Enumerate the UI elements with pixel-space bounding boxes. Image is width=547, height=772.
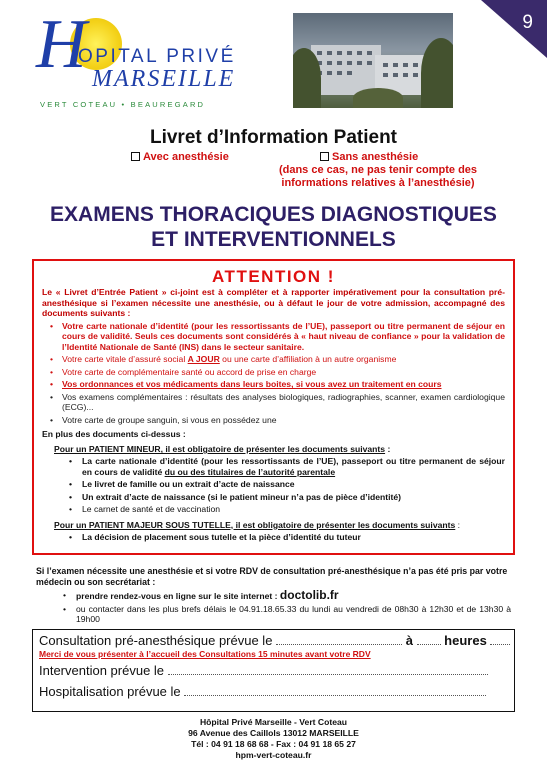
footer-name: Hôpital Privé Marseille - Vert Coteau	[199, 717, 348, 727]
main-title-line2: ET INTERVENTIONNELS	[151, 228, 396, 251]
page-title: Livret d’Information Patient	[149, 127, 398, 148]
list-item: • Le carnet de santé et de vaccination	[42, 504, 505, 515]
required-documents-list	[42, 321, 505, 426]
list-item: • Votre carte nationale d’identité (pour les ressortissants de l’UE), passeport ou titre permanent de séjour en cours de validité. Seuls ces documents sont considérés à « haut niveau de confiance » pour la validation de l’Identité Nationale de Santé (INS) dans le secteur sanitaire.	[42, 321, 505, 353]
additional-documents-heading: En plus des documents ci-dessus :	[42, 429, 186, 439]
checkbox-with-anesthesia[interactable]	[131, 152, 140, 161]
hospital-building-photo	[293, 13, 453, 108]
attention-title: ATTENTION !	[212, 267, 335, 286]
without-anesthesia-note: (dans ce cas, ne pas tenir compte des informations relatives à l’anesthésie)	[278, 164, 478, 189]
hospitalisation-date-field[interactable]	[184, 685, 486, 696]
list-item: • ou contacter dans les plus brefs délais le 04.91.18.65.33 du lundi au vendredi de 08h30 à 12h30 et de 13h30 à 19h00	[36, 604, 511, 625]
logo-h-letter: H	[36, 6, 87, 83]
consultation-line: Consultation pré-anesthésique prévue le à heures	[39, 633, 508, 649]
list-item: • Un extrait d’acte de naissance (si le patient mineur n’a pas de pièce d’identité)	[42, 492, 505, 503]
hospitalisation-line: Hospitalisation prévue le	[39, 684, 508, 700]
option-with-anesthesia[interactable]	[131, 151, 229, 163]
list-item: • La décision de placement sous tutelle et la pièce d’identité du tuteur	[42, 532, 505, 543]
attention-box	[32, 259, 515, 555]
list-item: • Vos ordonnances et vos médicaments dans leurs boites, si vous avez un traitement en cours	[42, 379, 505, 390]
logo-line1: OPITAL PRIVÉ	[78, 46, 236, 67]
appointment-form-box	[32, 629, 515, 712]
doctolib-link[interactable]: doctolib.fr	[279, 588, 339, 602]
intervention-line: Intervention prévue le	[39, 663, 508, 679]
option-without-anesthesia[interactable]	[320, 151, 418, 163]
intervention-date-field[interactable]	[168, 664, 488, 675]
option-with-anesthesia-label: Avec anesthésie	[143, 151, 229, 163]
list-item: • La carte nationale d’identité (pour les ressortissants de l’UE), passeport ou titre permanent de séjour en cours de validité du ou des titulaires de l’autorité parentale	[42, 456, 505, 477]
footer-address: 96 Avenue des Caillols 13012 MARSEILLE	[188, 728, 359, 738]
rdv-options-list	[36, 590, 511, 627]
footer	[0, 717, 547, 761]
minor-patient-heading: Pour un PATIENT MINEUR, il est obligatoire de présenter les documents suivants :	[54, 444, 391, 454]
logo-line3: VERT COTEAU • BEAUREGARD	[40, 100, 206, 109]
footer-phone: Tél : 04 91 18 68 68 - Fax : 04 91 18 65 27	[191, 739, 356, 749]
page-corner-tab	[481, 0, 547, 58]
main-title-line1: EXAMENS THORACIQUES DIAGNOSTIQUES	[50, 203, 497, 226]
attention-intro: Le « Livret d’Entrée Patient » ci-joint est à compléter et à rapporter impérativement pour la consultation pré-anesthésique si l’examen nécessite une anesthésie, ou à défaut le jour de votre admission, accompagné des documents suivants :	[42, 287, 505, 318]
minor-documents-list	[42, 456, 505, 515]
page-number: 9	[522, 12, 533, 33]
list-item: • Vos examens complémentaires : résultats des analyses biologiques, radiographies, scanner, examen cardiologique (ECG)...	[42, 392, 505, 413]
list-item: • Le livret de famille ou un extrait d’acte de naissance	[42, 479, 505, 490]
footer-website[interactable]: hpm-vert-coteau.fr	[235, 750, 312, 760]
checkbox-without-anesthesia[interactable]	[320, 152, 329, 161]
rdv-instructions: Si l’examen nécessite une anesthésie et si votre RDV de consultation pré-anesthésique n’a pas été pris par votre médecin ou son secrétariat :	[36, 566, 508, 587]
consultation-time-field[interactable]	[417, 634, 441, 645]
guardianship-documents-list	[42, 532, 505, 543]
consultation-date-field[interactable]	[276, 634, 402, 645]
guardianship-heading: Pour un PATIENT MAJEUR SOUS TUTELLE, il est obligatoire de présenter les documents suivants :	[54, 519, 461, 530]
list-item: • Votre carte de complémentaire santé ou accord de prise en charge	[42, 367, 505, 378]
logo-line2: MARSEILLE	[92, 66, 236, 92]
option-without-anesthesia-label: Sans anesthésie	[332, 151, 419, 163]
a-jour-text: A JOUR	[187, 354, 220, 364]
list-item: • Votre carte de groupe sanguin, si vous en possédez une	[42, 415, 505, 426]
main-title	[0, 202, 547, 252]
arrival-note: Merci de vous présenter à l’accueil des Consultations 15 minutes avant votre RDV	[39, 649, 371, 659]
list-item: • Votre carte vitale d’assuré social A JOUR ou une carte d’affiliation à un autre organisme	[42, 354, 505, 365]
list-item: • prendre rendez-vous en ligne sur le site internet : doctolib.fr	[36, 590, 511, 602]
hospital-logo	[30, 6, 236, 110]
